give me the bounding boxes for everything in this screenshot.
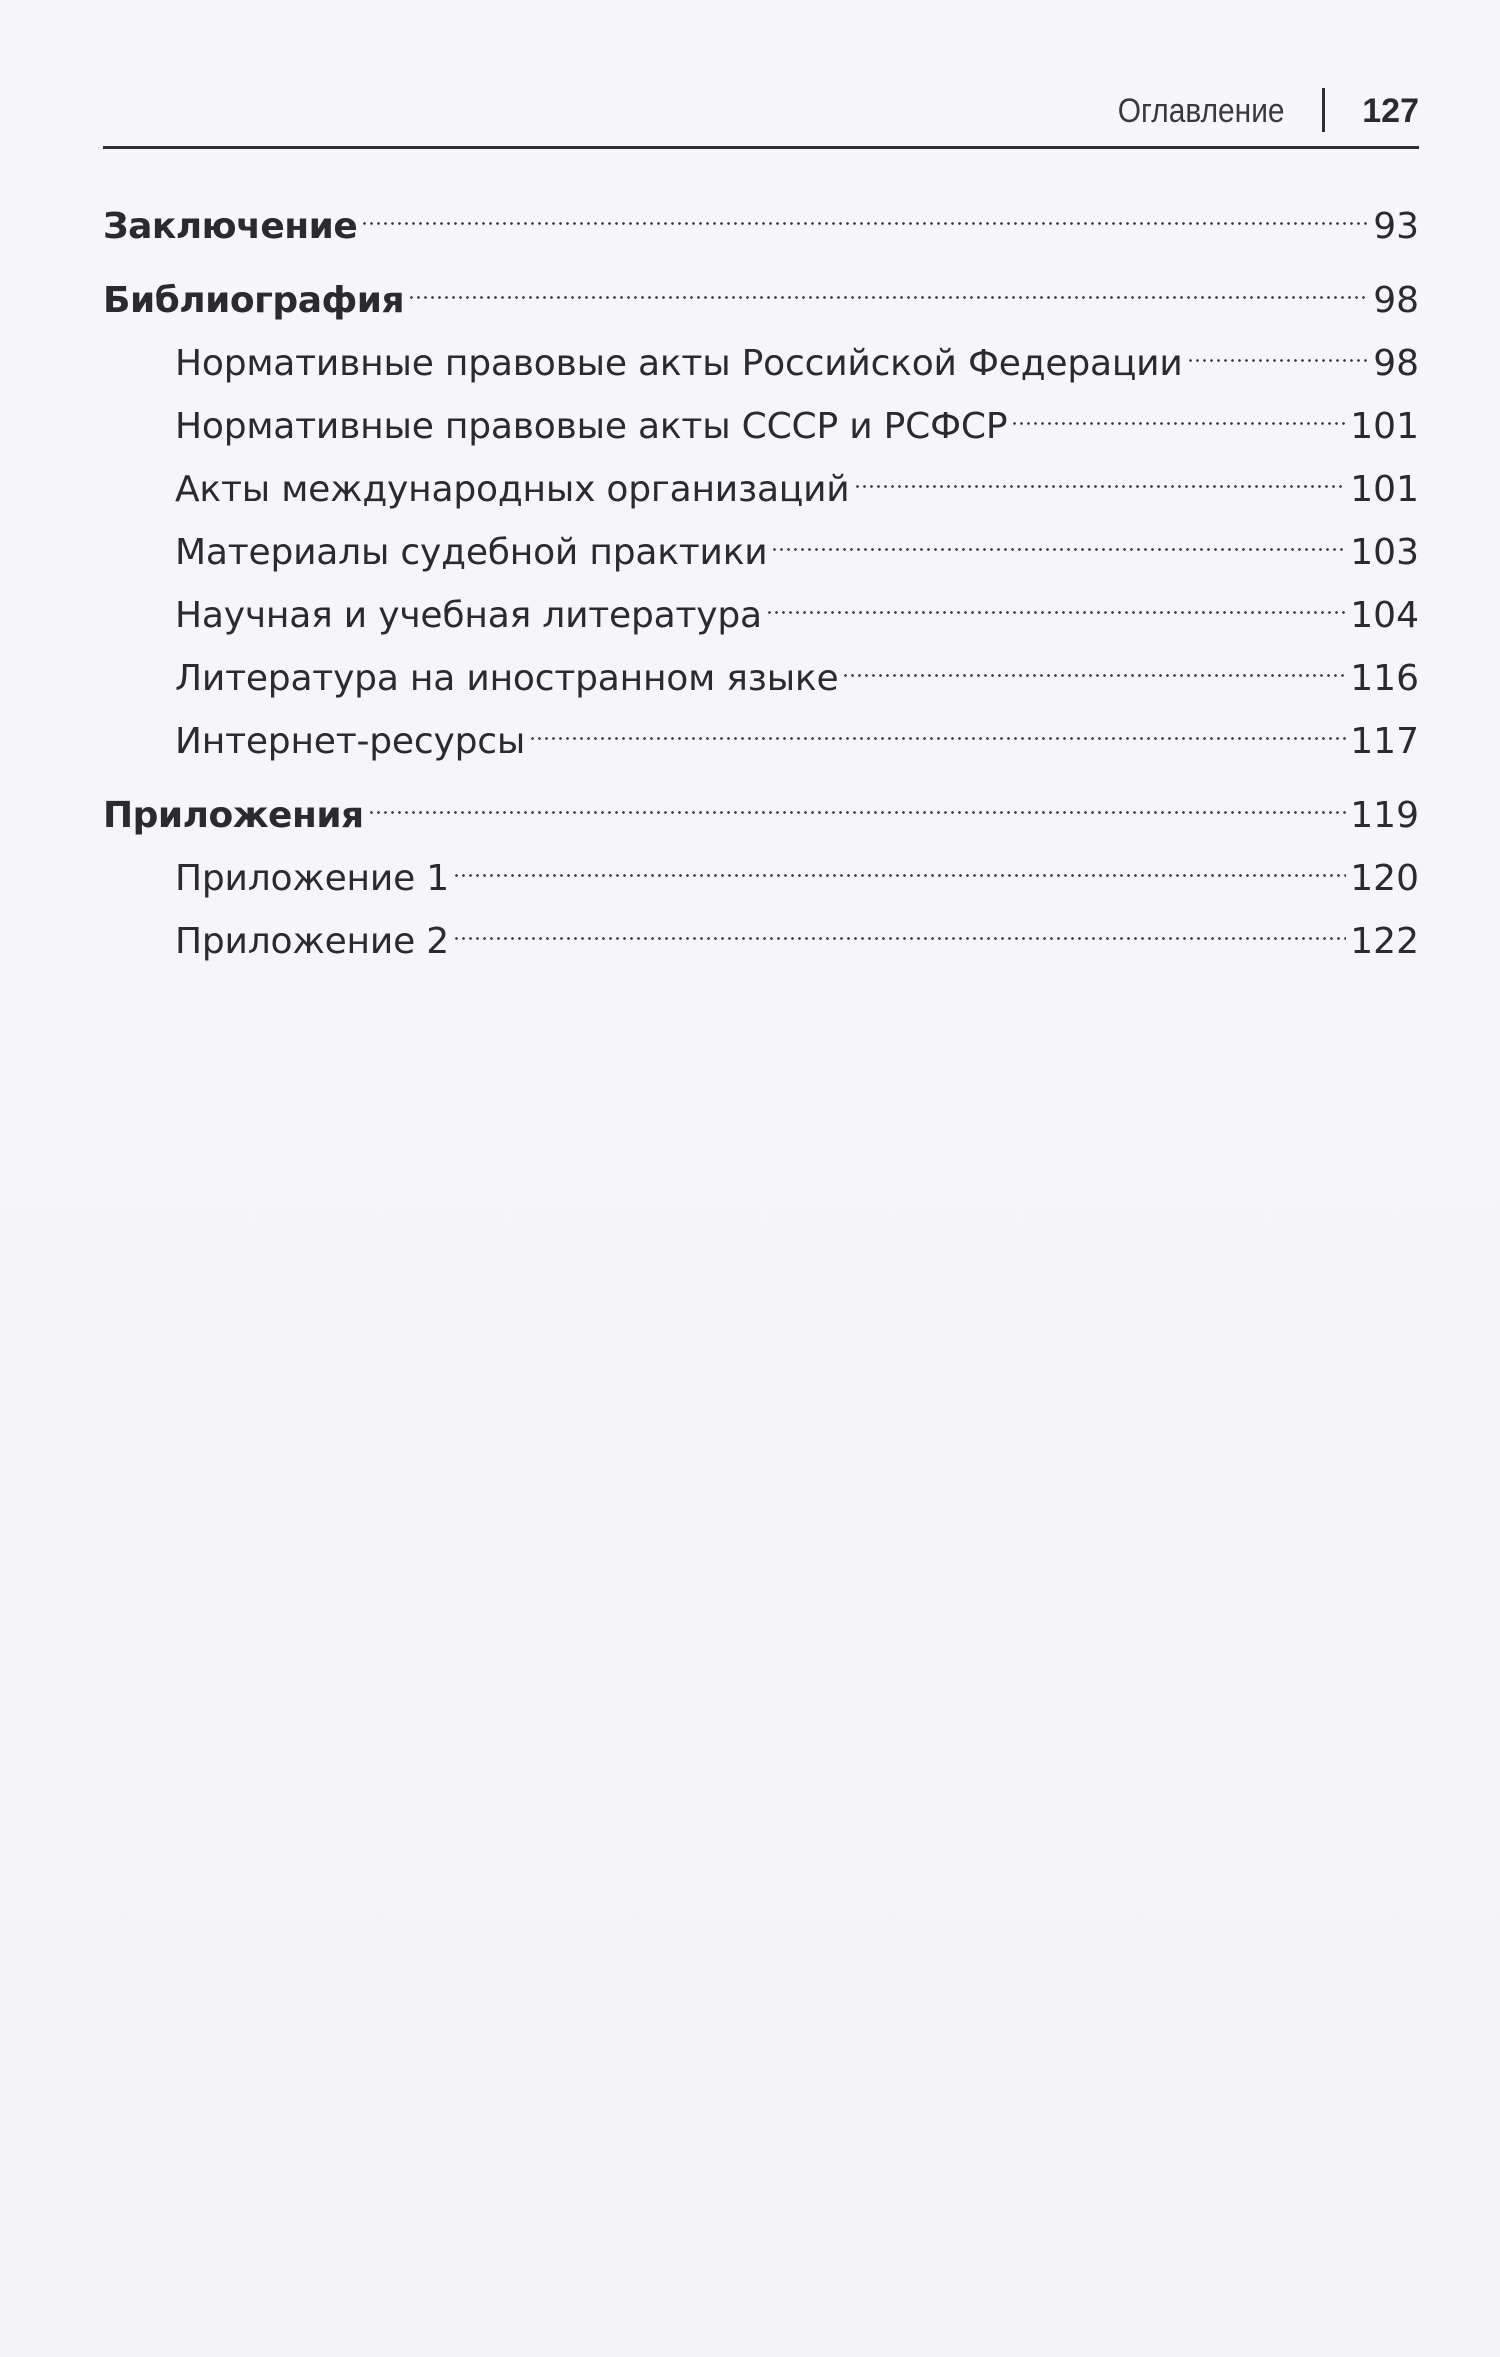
toc-entry-page: 104: [1350, 595, 1419, 636]
toc-entry-page: 122: [1350, 921, 1419, 962]
running-header-title: Оглавление: [1118, 92, 1285, 130]
toc-entry-title: Приложение 2: [175, 921, 449, 962]
toc-dot-leader: [842, 627, 1346, 690]
header-separator: [1322, 88, 1325, 132]
toc-dot-leader: [453, 827, 1346, 890]
toc-dot-leader: [453, 890, 1346, 953]
toc-entry-bibliography[interactable]: [103, 249, 1419, 321]
toc-dot-leader: [529, 690, 1346, 753]
toc-entry-page: 116: [1350, 658, 1419, 699]
toc-entry-title: Научная и учебная литература: [175, 595, 762, 636]
toc-entry-page: 117: [1350, 721, 1419, 762]
toc-entry-page: 98: [1373, 280, 1419, 321]
toc-dot-leader: [766, 564, 1346, 627]
toc-entry-page: 101: [1350, 469, 1419, 510]
toc-entry-appendices[interactable]: [103, 764, 1419, 836]
page-number: 127: [1362, 92, 1419, 130]
toc-dot-leader: [1011, 375, 1346, 438]
toc-entry-title: Акты международных организаций: [175, 469, 850, 510]
toc-entry-page: 119: [1350, 795, 1419, 836]
toc-entry-conclusion[interactable]: [103, 175, 1419, 247]
toc-entry-page: 98: [1373, 343, 1419, 384]
toc-entry-title: Нормативные правовые акты СССР и РСФСР: [175, 406, 1008, 447]
toc-dot-leader: [408, 249, 1369, 312]
toc-dot-leader: [1187, 312, 1370, 375]
toc-entry-title: Материалы судебной практики: [175, 532, 768, 573]
toc-entry-title: Заключение: [103, 206, 358, 247]
toc-entry-title: Приложения: [103, 795, 364, 836]
toc-entry-title: Нормативные правовые акты Российской Федерации: [175, 343, 1183, 384]
toc-dot-leader: [361, 175, 1369, 238]
toc-entry-title: Интернет-ресурсы: [175, 721, 526, 762]
toc-entry-page: 120: [1350, 858, 1419, 899]
toc-entry-title: Литература на иностранном языке: [175, 658, 839, 699]
running-header: [103, 86, 1419, 149]
toc-dot-leader: [854, 438, 1347, 501]
table-of-contents: [103, 175, 1419, 962]
toc-entry-title: Библиография: [103, 280, 405, 321]
toc-entry-title: Приложение 1: [175, 858, 449, 899]
toc-entry-page: 101: [1350, 406, 1419, 447]
toc-entry-page: 103: [1350, 532, 1419, 573]
toc-dot-leader: [771, 501, 1346, 564]
toc-entry-page: 93: [1373, 206, 1419, 247]
toc-dot-leader: [368, 764, 1347, 827]
